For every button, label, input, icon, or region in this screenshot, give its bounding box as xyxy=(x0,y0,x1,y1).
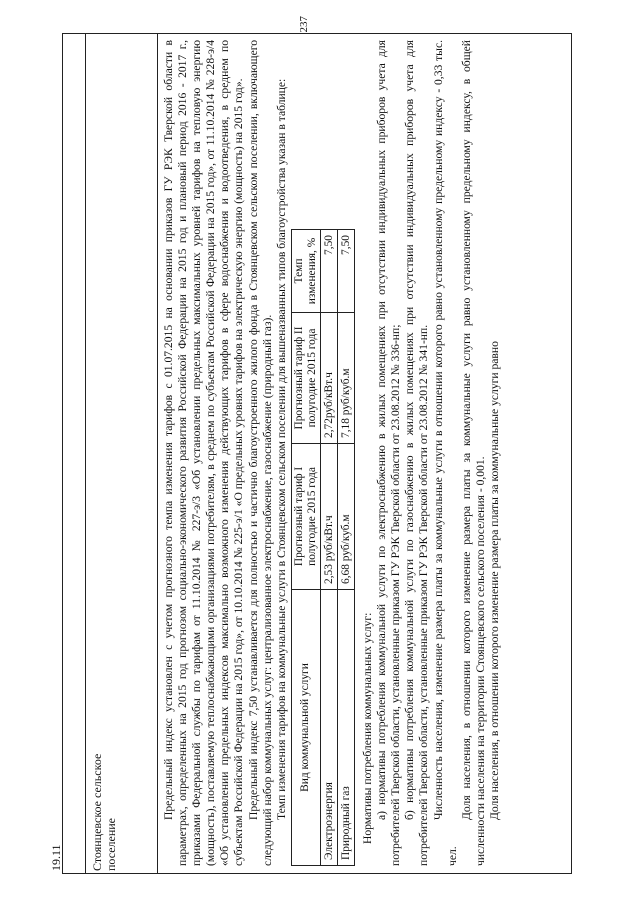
header-service: Вид коммунальной услуги xyxy=(291,590,320,866)
population-share: Доля населения, в отношении которого изменение размера платы за коммунальные услуги равно установленному предельному индексу, в общей численности населения на территории Стоянцевского сельского поселения - 0,001. xyxy=(459,40,487,866)
table-border xyxy=(62,33,572,874)
cell-service: Электроэнергия xyxy=(320,590,337,866)
cell-h2: 2,72руб/кВт.ч xyxy=(320,313,337,444)
cell-service: Природный газ xyxy=(337,590,354,866)
norms-heading: Нормативы потребления коммунальных услуг: xyxy=(361,612,375,844)
cell-change: 7,50 xyxy=(320,230,337,313)
cell-h2: 7,18 руб/куб.м xyxy=(337,313,354,444)
population-share-continued: Доля населения, в отношении которого изменение размера платы за коммунальные услуги равно xyxy=(487,341,501,820)
norm-a: а) нормативы потребления коммунальной услуги по электроснабжению в жилых помещениях при отсутствии индивидуальных приборов учета для потребителей Тверской области, установленные приказом ГУ РЭК Тверской области от 23.08.2012 № 336-нп; xyxy=(375,40,403,866)
population-count: Численность населения, изменение размера платы за коммунальные услуги в отношении которого равно установленному предельному индексу - 0,33 тыс. чел. xyxy=(431,40,459,866)
left-columns xyxy=(49,33,572,874)
page-number: 237 xyxy=(298,16,310,33)
paragraph-3: Темп изменения тарифов на коммунальные услуги в Стоянцевском сельском поселении для вышеназванных типов благоустройства указан в таблице: xyxy=(274,78,288,820)
header-h1-tariff: Прогнозный тариф I полугодие 2015 года xyxy=(291,444,320,590)
entry-number: 19.11 xyxy=(49,844,63,871)
header-change: Темп изменения, % xyxy=(291,230,320,313)
cell-h1: 6,68 руб/куб.м xyxy=(337,444,354,590)
cell-change: 7,50 xyxy=(337,230,354,313)
paragraph-2: Предельный индекс 7,50 устанавливается для полностью и частично благоустроенного жилого фонда в Стоянцевском сельском поселении, включающего следующий набор коммунальных услуг: централизованное электроснабжение, газоснабжение (природный газ). xyxy=(246,40,274,866)
settlement-name: Стоянцевское сельское поселение xyxy=(90,753,118,871)
header-h2-tariff: Прогнозный тариф II полугодие 2015 года xyxy=(291,313,320,444)
norm-b: б) нормативы потребления коммунальной услуги по газоснабжению в жилых помещениях при отсутствии индивидуальных приборов учета для потребителей Тверской области, установленные приказом ГУ РЭК Тверской области от 23.08.2012 № 341-нп. xyxy=(403,40,431,866)
cell-h1: 2,53 руб/кВт.ч xyxy=(320,444,337,590)
paragraph-1: Предельный индекс установлен с учетом прогнозного темпа изменения тарифов с 01.07.2015 на основании приказов ГУ РЭК Тверской области в параметрах, определенных на 2015 год прогнозом социально-экономического развития Российской Федерации на 2015 год и плановый период 2016 - 2017 г., приказами Федеральной службы по тарифам от 11.10.2014 № 227-э/3 «Об установлении предельных максимальных уровней тарифов на тепловую энергию (мощность), поставляемую теплоснабжающими организациями потребителям, в среднем по субъектам Российской Федерации на 2015 год», от 11.10.2014 № 228-э/4 «Об установлении предельных индексов максимально возможного изменения действующих тарифов в сфере водоснабжения и водоотведения, в среднем по субъектам Российской Федерации на 2015 год», от 10.10.2014 № 225-э/1 «О предельных уровнях тарифов на электрическую энергию (мощность) на 2015 год». xyxy=(162,40,246,866)
